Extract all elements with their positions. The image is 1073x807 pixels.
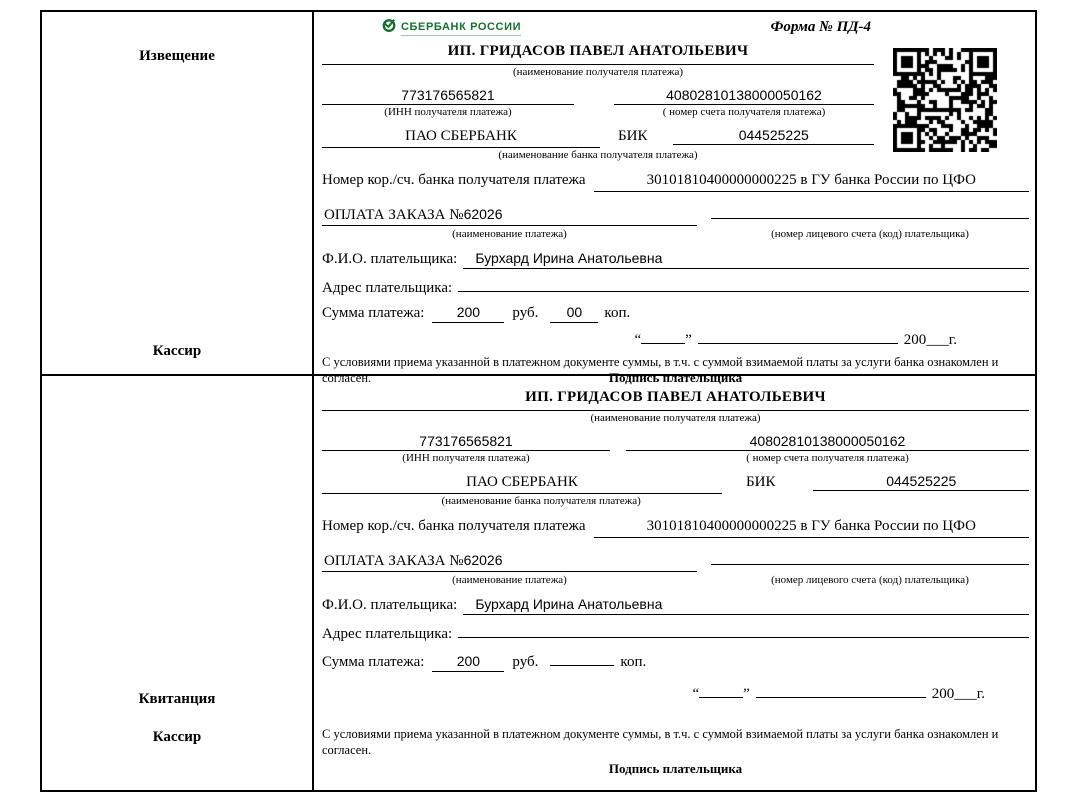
sum-kop-value: 00 <box>550 303 598 322</box>
address-label: Адрес плательщика: <box>322 625 453 642</box>
receipt-section <box>42 376 1035 790</box>
personal-account-caption: (номер лицевого счета (код) плательщика) <box>771 228 969 241</box>
sberbank-logo-text: СБЕРБАНК РОССИИ <box>401 20 521 36</box>
qr-code <box>893 48 997 152</box>
notice-payee-block <box>322 42 874 162</box>
date-quote-open: “ <box>692 685 700 702</box>
date-line <box>322 681 1029 705</box>
payee-name: ИП. ГРИДАСОВ ПАВЕЛ АНАТОЛЬЕВИЧ <box>322 388 1029 411</box>
sum-label: Сумма платежа: <box>322 654 425 671</box>
sum-rub-value: 200 <box>432 652 504 671</box>
kop-label: коп. <box>604 305 631 322</box>
corr-account-label: Номер кор./сч. банка получателя платежа <box>322 518 586 535</box>
bik-value: 044525225 <box>813 472 1029 491</box>
payment-name-prefix: ОПЛАТА ЗАКАЗА № <box>324 552 464 569</box>
date-quote-close: ” <box>685 331 692 348</box>
personal-account-field <box>711 548 1029 565</box>
bank-caption: (наименование банка получателя платежа) <box>498 148 698 161</box>
inn-caption: (ИНН получателя платежа) <box>384 105 512 118</box>
bank-name: ПАО СБЕРБАНК <box>322 473 722 494</box>
signature-label: Подпись плательщика <box>608 370 743 386</box>
bik-label: БИК <box>618 128 648 145</box>
payee-name-caption: (наименование получателя платежа) <box>512 65 684 78</box>
payment-name-field <box>322 551 697 573</box>
rub-label: руб. <box>512 305 539 322</box>
payment-name-caption: (наименование платежа) <box>452 574 567 587</box>
fio-label: Ф.И.О. плательщика: <box>322 597 458 614</box>
fio-label: Ф.И.О. плательщика: <box>322 251 458 268</box>
notice-title: Извещение <box>139 48 215 64</box>
sum-kop-value <box>550 649 614 666</box>
personal-account-caption: (номер лицевого счета (код) плательщика) <box>771 574 969 587</box>
fio-value: Бурхард Ирина Анатольевна <box>463 595 1029 614</box>
agreement-text: С условиями приема указанной в платежном документе суммы, в т.ч. с суммой взимаемой платы за услуги банка ознакомлен и согласен. <box>322 355 999 386</box>
payment-name-caption: (наименование платежа) <box>452 228 567 241</box>
payee-account: 40802810138000050162 <box>626 432 1029 451</box>
rub-label: руб. <box>512 654 539 671</box>
fio-value: Бурхард Ирина Анатольевна <box>463 249 1029 268</box>
order-number: 62026 <box>463 205 503 222</box>
form-number: Форма № ПД-4 <box>770 19 871 35</box>
agreement-text: С условиями приема указанной в платежном документе суммы, в т.ч. с суммой взимаемой платы за услуги банка ознакомлен и согласен. <box>322 727 999 758</box>
payee-name: ИП. ГРИДАСОВ ПАВЕЛ АНАТОЛЬЕВИЧ <box>322 42 874 65</box>
payment-name-prefix: ОПЛАТА ЗАКАЗА № <box>324 206 464 223</box>
date-year-text: 200___г. <box>903 331 957 348</box>
date-month-field <box>756 681 926 698</box>
sum-rub-value: 200 <box>432 303 504 322</box>
receipt-stub <box>42 376 314 790</box>
address-label: Адрес плательщика: <box>322 279 453 296</box>
date-month-field <box>698 327 898 344</box>
personal-account-field <box>711 202 1029 219</box>
payee-inn: 773176565821 <box>322 432 610 451</box>
sum-label: Сумма платежа: <box>322 305 425 322</box>
corr-account-label: Номер кор./сч. банка получателя платежа <box>322 172 586 189</box>
order-number: 62026 <box>463 551 503 568</box>
date-day-field <box>641 327 685 344</box>
date-quote-close: ” <box>743 685 750 702</box>
receipt-payee-block <box>322 388 1029 508</box>
sberbank-logo-icon <box>382 18 396 39</box>
account-caption: ( номер счета получателя платежа) <box>662 105 826 118</box>
kop-label: коп. <box>620 654 647 671</box>
payment-name-field <box>322 205 697 227</box>
receipt-cashier-label: Кассир <box>152 729 202 745</box>
payee-account: 40802810138000050162 <box>614 86 874 105</box>
notice-form <box>314 12 1035 386</box>
notice-cashier-label: Кассир <box>152 343 202 359</box>
payee-inn: 773176565821 <box>322 86 574 105</box>
inn-caption: (ИНН получателя платежа) <box>402 451 530 464</box>
date-year-text: 200___г. <box>931 685 985 702</box>
bik-value: 044525225 <box>673 126 874 145</box>
receipt-title: Квитанция <box>138 691 216 707</box>
signature-label: Подпись плательщика <box>608 761 743 777</box>
payee-name-caption: (наименование получателя платежа) <box>590 411 761 424</box>
address-value <box>458 275 1029 292</box>
document-frame <box>40 10 1037 792</box>
address-value <box>458 621 1029 638</box>
notice-section <box>42 12 1035 386</box>
date-line <box>322 327 1029 351</box>
sberbank-logo <box>382 18 521 39</box>
receipt-form <box>314 376 1035 790</box>
date-quote-open: “ <box>634 331 642 348</box>
notice-stub <box>42 12 314 374</box>
bank-name: ПАО СБЕРБАНК <box>322 127 600 148</box>
corr-account-value: 30101810400000000225 в ГУ банка России по ЦФО <box>594 517 1029 538</box>
account-caption: ( номер счета получателя платежа) <box>746 451 909 464</box>
bik-label: БИК <box>746 474 776 491</box>
corr-account-value: 30101810400000000225 в ГУ банка России по ЦФО <box>594 171 1029 192</box>
date-day-field <box>699 681 743 698</box>
bank-caption: (наименование банка получателя платежа) <box>441 494 641 507</box>
notice-header <box>322 18 1029 40</box>
